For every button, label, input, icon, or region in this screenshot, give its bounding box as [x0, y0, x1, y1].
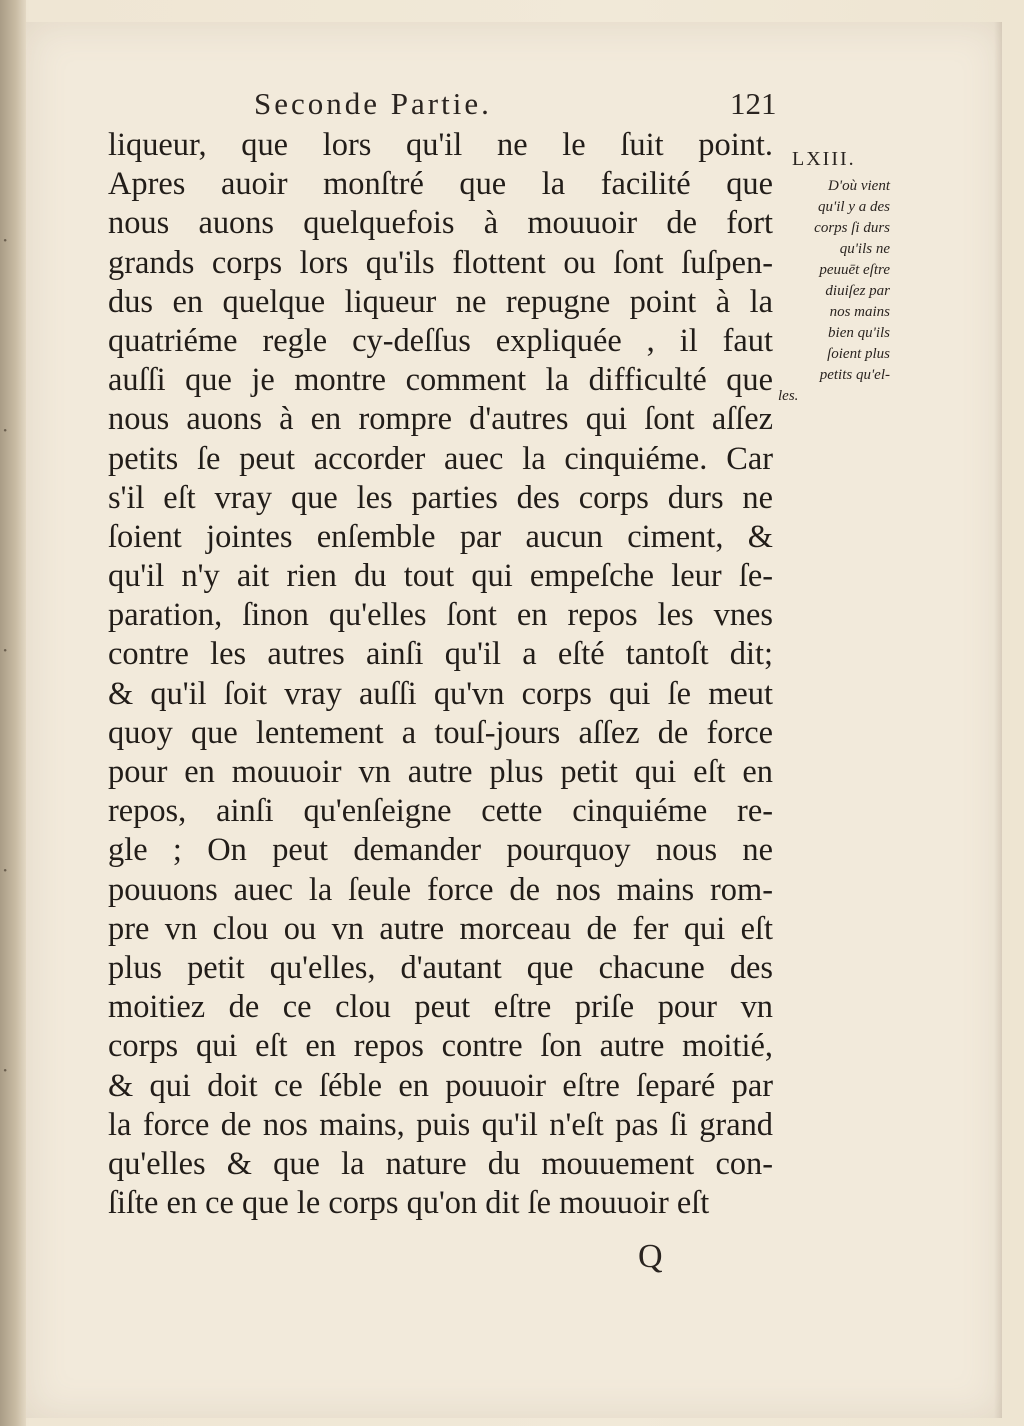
body-line: auſſi que je montre comment la difficulté que: [108, 362, 773, 399]
book-page: [26, 22, 1002, 1418]
body-line: qu'elles & que la nature du mouuement con-: [108, 1145, 773, 1182]
margin-note-line: qu'il y a des: [818, 199, 890, 215]
catchword: Q: [638, 1238, 663, 1275]
body-text: [108, 126, 773, 1223]
margin-note-line: diuiſez par: [825, 283, 890, 299]
margin-note-line: peuuēt eſtre: [819, 262, 890, 278]
body-line: grands corps lors qu'ils flottent ou ſont ſuſpen-: [108, 244, 773, 281]
body-line: pouuons auec la ſeule force de nos mains rom-: [108, 871, 773, 908]
bleed-mark: ·: [2, 858, 9, 882]
margin-note-line: ſoient plus: [827, 346, 890, 362]
body-line: plus petit qu'elles, d'autant que chacune des: [108, 949, 773, 986]
margin-note-line: D'où vient: [828, 178, 890, 194]
bleed-mark: ·: [2, 1058, 9, 1082]
body-line: pour en mouuoir vn autre plus petit qui eſt en: [108, 754, 773, 790]
bleed-mark: ·: [2, 418, 9, 442]
body-line: ſiſte en ce que le corps qu'on dit ſe mouuoir eſt: [108, 1185, 710, 1222]
bleed-mark: ·: [2, 228, 9, 252]
margin-note-line: petits qu'el-: [819, 367, 890, 383]
body-line: contre les autres ainſi qu'il a eſté tantoſt dit;: [108, 636, 773, 673]
body-line: liqueur, que lors qu'il ne le ſuit point.: [108, 127, 773, 163]
margin-note-line: nos mains: [829, 304, 890, 320]
bleed-mark: ·: [2, 638, 9, 662]
body-line: paration, ſinon qu'elles ſont en repos les vnes: [108, 597, 773, 634]
page-edge-shadow: [994, 22, 1002, 1418]
body-line: gle ; On peut demander pourquoy nous ne: [108, 832, 773, 869]
margin-note: [778, 176, 890, 407]
body-line: la force de nos mains, puis qu'il n'eſt pas ſi grand: [108, 1106, 773, 1143]
margin-section-number: LXIII.: [792, 148, 856, 170]
body-line: repos, ainſi qu'enſeigne cette cinquiéme re-: [108, 793, 773, 830]
body-line: quoy que lentement a touſ-jours aſſez de force: [108, 714, 773, 751]
body-line: dus en quelque liqueur ne repugne point à la: [108, 283, 773, 320]
body-line: ſoient jointes enſemble par aucun ciment, &: [108, 518, 773, 555]
body-line: petits ſe peut accorder auec la cinquiéme. Car: [108, 440, 773, 477]
body-line: & qu'il ſoit vray auſſi qu'vn corps qui ſe meut: [108, 675, 773, 712]
body-line: Apres auoir monſtré que la facilité que: [108, 166, 773, 203]
margin-note-line: les.: [778, 388, 799, 404]
margin-note-line: bien qu'ils: [828, 325, 890, 341]
running-head: Seconde Partie.: [254, 86, 492, 121]
body-line: pre vn clou ou vn autre morceau de fer qui eſt: [108, 910, 773, 947]
body-line: moitiez de ce clou peut eſtre priſe pour vn: [108, 989, 773, 1026]
body-line: corps qui eſt en repos contre ſon autre moitié,: [108, 1028, 773, 1065]
margin-note-line: corps ſi durs: [814, 220, 890, 236]
body-line: quatriéme regle cy-deſſus expliquée , il faut: [108, 322, 773, 359]
page-number: 121: [730, 86, 777, 121]
body-line: & qui doit ce ſéble en pouuoir eſtre ſeparé par: [108, 1067, 773, 1104]
body-line: nous auons quelquefois à mouuoir de fort: [108, 205, 773, 242]
facing-page-edge: [0, 0, 26, 1426]
margin-note-line: qu'ils ne: [839, 241, 890, 257]
body-line: nous auons à en rompre d'autres qui ſont aſſez: [108, 401, 773, 438]
body-line: qu'il n'y ait rien du tout qui empeſche leur ſe-: [108, 558, 773, 595]
body-line: s'il eſt vray que les parties des corps durs ne: [108, 479, 773, 516]
